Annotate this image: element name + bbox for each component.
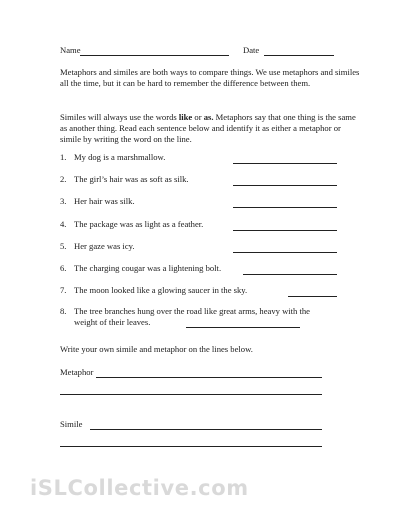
- metaphor-label: Metaphor: [60, 367, 94, 377]
- date-line[interactable]: [264, 55, 334, 56]
- question-4: 4. The package was as light as a feather.: [60, 219, 204, 229]
- question-8: 8. The tree branches hung over the road like great arms, heavy with the: [60, 306, 310, 316]
- question-7: 7. The moon looked like a glowing saucer in the sky.: [60, 285, 248, 295]
- answer-line-3[interactable]: [233, 207, 337, 208]
- question-5: 5. Her gaze was icy.: [60, 241, 135, 251]
- simile-line-2[interactable]: [60, 446, 322, 447]
- date-label: Date: [243, 45, 260, 55]
- question-3: 3. Her hair was silk.: [60, 196, 135, 206]
- question-2: 2. The girl’s hair was as soft as silk.: [60, 174, 189, 184]
- watermark-logo: iSLCollective.com: [30, 476, 249, 500]
- question-1: 1. My dog is a marshmallow.: [60, 152, 166, 162]
- intro-paragraph-1: Metaphors and similes are both ways to compare things. We use metaphors and similes all the time, but it can be hard to remember the difference between them.: [60, 67, 360, 89]
- name-label: Name: [60, 45, 81, 55]
- intro-paragraph-2: Similes will always use the words like or as. Metaphors say that one thing is the same as another thing. Read each sentence below and identify it as either a metaphor or simile by writing the word on the line.: [60, 112, 356, 145]
- keyword-like: like: [178, 112, 193, 122]
- name-line[interactable]: [80, 55, 229, 56]
- question-6: 6. The charging cougar was a lightening bolt.: [60, 263, 222, 273]
- metaphor-line-2[interactable]: [60, 394, 322, 395]
- question-8-continued: weight of their leaves.: [74, 317, 151, 327]
- answer-line-5[interactable]: [233, 252, 337, 253]
- simile-line-1[interactable]: [90, 429, 322, 430]
- answer-line-4[interactable]: [233, 230, 337, 231]
- answer-line-1[interactable]: [233, 163, 337, 164]
- answer-line-2[interactable]: [233, 185, 337, 186]
- own-section-instruction: Write your own simile and metaphor on the lines below.: [60, 344, 253, 354]
- metaphor-line-1[interactable]: [96, 377, 322, 378]
- answer-line-6[interactable]: [243, 274, 337, 275]
- answer-line-8[interactable]: [186, 327, 300, 328]
- answer-line-7[interactable]: [288, 296, 337, 297]
- keyword-as: as.: [203, 112, 214, 122]
- simile-label: Simile: [60, 419, 83, 429]
